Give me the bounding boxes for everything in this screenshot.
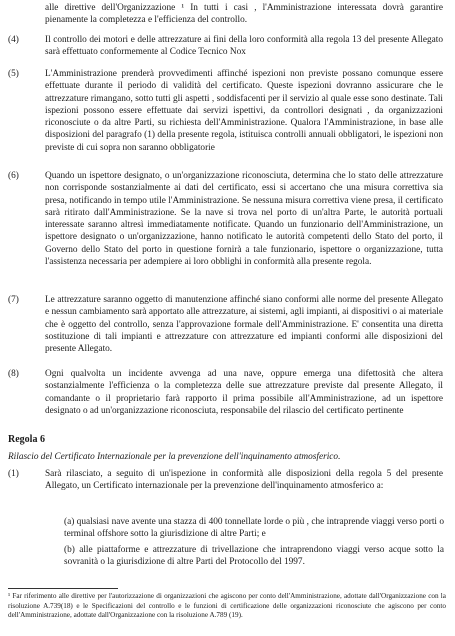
paragraph-8: Ogni qualvolta un incidente avvenga ad una nave, oppure emerga una difettosità che altera sostanzialmente l'efficienza o la completezza delle sue attrezzature previste dal presente Allegato, il comandante o il proprietario farà rapporto il prima possibile all'Amministrazione, ad un ispettore designato o ad un'organizzazione riconosciuta, responsabile del rilascio del certificato pertinente xyxy=(45,369,443,416)
paragraph-7: Le attrezzature saranno oggetto di manutenzione affinché siano conformi alle norme del presente Allegato e nessun cambiamento sarà apportato alle attrezzature, ai sistemi, agli impianti, ai dispositivi o ai materiale che è oggetto del controllo, senza l'approvazione formale dell'Amministrazione. E' consentita una diretta sostituzione di tali impianti e attrezzature con attrezzature ed impianti conformi alle disposizioni del presente Allegato. xyxy=(45,295,443,355)
regola-item-a: (a) qualsiasi nave avente una stazza di 400 tonnellate lorde o più , che intraprende viaggi verso porti o terminal offshore sotto la giurisdizione di altre Parti; e xyxy=(64,517,444,540)
paragraph-4-number: (4) xyxy=(8,35,19,45)
footnote: ¹ Far riferimento alle direttive per l'autorizzazione di organizzazioni che agiscono per conto dell'Amministrazione, adottate dall'Organizzazione con la risoluzione A.739(18) e le Specificazioni del controllo e le funzioni di certificazione delle organizzazioni riconosciute che agiscono per conto dell'Amministrazione, adottate dall'Organizzazione con la risoluzione A.789 (19). xyxy=(8,592,446,619)
regola-heading: Regola 6 xyxy=(8,434,45,445)
regola-subtitle: Rilascio del Certificato Internazionale per la prevenzione dell'inquinamento atmosferico. xyxy=(8,452,341,462)
regola-paragraph-1-number: (1) xyxy=(8,469,19,479)
paragraph-continuation: alle direttive dell'Organizzazione ¹ In tutti i casi , l'Amministrazione interessata dovrà garantire pienamente la completezza e l'efficienza del controllo. xyxy=(45,3,443,26)
paragraph-8-number: (8) xyxy=(8,369,19,379)
paragraph-5-number: (5) xyxy=(8,69,19,79)
paragraph-6: Quando un ispettore designato, o un'organizzazione riconosciuta, determina che lo stato delle attrezzature non corrisponde sostanzialmente ai dati del certificato, essi si accertano che una misura correttiva sia presa, notificando in tempo utile l'Amministrazione. Se nessuna misura correttiva viene presa, il certificato sarà ritirato dall'Amministrazione. Se la nave si trova nel porto di un'altra Parte, le autorità portuali interessate saranno altresì immediatamente notificate. Quando un funzionario dell'Amministrazione, un ispettore designato o un'organizzazione, hanno notificato le autorità competenti dello Stato del porto, il Governo dello Stato del porto in questione fornirà a tale funzionario, ispettore o organizzazione, tutta l'assistenza necessaria per adempiere ai loro obblighi in conformità alla presente regola. xyxy=(45,171,443,268)
paragraph-7-number: (7) xyxy=(8,295,19,305)
footnote-divider xyxy=(8,588,118,589)
paragraph-5: L'Amministrazione prenderà provvedimenti affinché ispezioni non previste possano comunque essere effettuate durante il periodo di validità del certificato. Queste ispezioni dovranno assicurare che le attrezzature rimangano, sotto tutti gli aspetti , soddisfacenti per il servizio al quale esse sono destinate. Tali ispezioni possono essere effettuate dai servizi ispettivi, da controllori designati , da organizzazioni riconosciute o da altre Parti, su richiesta dell'Amministrazione. Qualora l'Amministrazione, in base alle disposizioni del paragrafo (1) della presente regola, istituisca controlli annuali obbligatori, le ispezioni non previste di cui sopra non saranno obbligatorie xyxy=(45,69,443,153)
regola-paragraph-1: Sarà rilasciato, a seguito di un'ispezione in conformità alle disposizioni della regola 5 del presente Allegato, un Certificato internazionale per la prevenzione dell'inquinamento atmosferico a: xyxy=(45,469,443,492)
paragraph-4: Il controllo dei motori e delle attrezzature ai fini della loro conformità alla regola 13 del presente Allegato sarà effettuato conformemente al Codice Tecnico Nox xyxy=(45,35,443,58)
paragraph-6-number: (6) xyxy=(8,171,19,181)
regola-item-b: (b) alle piattaforme e attrezzature di trivellazione che intraprendono viaggi verso acque sotto la sovranità o la giurisdizione di altre Parti del Protocollo del 1997. xyxy=(64,545,444,568)
